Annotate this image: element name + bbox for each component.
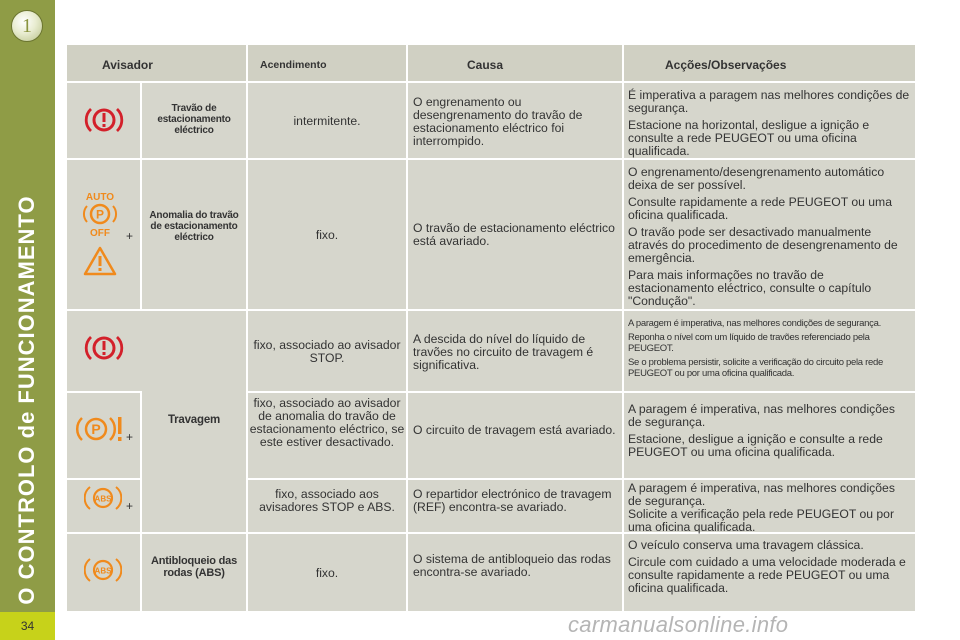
row-divider: [246, 478, 915, 480]
parking-brake-fault-icon: [74, 413, 128, 445]
column-divider: [140, 391, 142, 532]
abs-icon: [84, 555, 122, 585]
svg-text:P: P: [91, 421, 101, 437]
row-divider: [67, 391, 140, 393]
actions-text: [628, 166, 910, 312]
header-causa: Causa: [467, 58, 504, 72]
plus-sign: +: [126, 229, 134, 243]
actions-text: [628, 482, 910, 538]
actions-text: [628, 403, 910, 463]
svg-text:ABS: ABS: [94, 566, 112, 576]
action-item: Solicite a verificação pela rede PEUGEOT ou por uma oficina qualificada.: [628, 507, 895, 534]
lighting-text: fixo, associado aos avisadores STOP e ABS.: [259, 487, 395, 514]
cause-text: O travão de estacionamento eléctrico está avariado.: [413, 221, 615, 248]
column-divider: [140, 532, 142, 611]
column-divider: [140, 81, 142, 309]
warning-group-name: Travagem: [167, 414, 221, 426]
row-divider: [67, 81, 915, 83]
action-item: O engrenamento/desengrenamento automático deixa de ser possível.: [628, 165, 885, 192]
plus-sign: +: [126, 499, 134, 513]
action-item: A paragem é imperativa, nas melhores condições de segurança.: [628, 481, 895, 508]
chapter-number: 1: [22, 14, 32, 37]
cause-text: O circuito de travagem está avariado.: [413, 423, 616, 437]
action-item: Estacione, desligue a ignição e consulte a rede PEUGEOT ou uma oficina qualificada.: [628, 432, 883, 459]
column-divider: [406, 45, 408, 611]
warning-name-abs: Antibloqueio das rodas (ABS): [150, 555, 238, 579]
actions-text: [628, 539, 910, 599]
auto-p-off-icon: [81, 191, 119, 237]
watermark: carmanualsonline.info: [568, 612, 789, 637]
column-divider: [246, 45, 248, 611]
action-item: Para mais informações no travão de estacionamento eléctrico, consulte o capítulo "Condução".: [628, 268, 872, 308]
row-divider: [67, 478, 140, 480]
warning-name-parking-brake-fault: Anomalia do travão de estacionamento eléctrico: [149, 210, 239, 243]
svg-text:AUTO: AUTO: [85, 192, 115, 203]
brake-warning-icon: [84, 332, 124, 364]
lighting-text: fixo, associado ao avisador STOP.: [253, 338, 401, 365]
page-number-box: [0, 612, 55, 640]
action-item: O veículo conserva uma travagem clássica.: [628, 538, 864, 552]
lighting-text: fixo.: [315, 566, 339, 580]
action-item: Reponha o nível com um líquido de travões referenciado pela PEUGEOT.: [628, 332, 870, 354]
actions-text: [628, 318, 910, 382]
header-accoes: Acções/Observações: [665, 58, 787, 72]
chapter-number-badge: [11, 10, 43, 42]
brake-warning-icon: [84, 104, 124, 136]
lighting-text: fixo.: [315, 228, 339, 242]
column-divider: [622, 45, 624, 611]
cause-text: O repartidor electrónico de travagem (REF) encontra-se avariado.: [413, 487, 612, 514]
plus-sign: +: [126, 430, 134, 444]
warning-name-electric-parking-brake: Travão de estacionamento eléctrico: [157, 103, 231, 136]
abs-icon: [84, 483, 122, 513]
svg-text:P: P: [95, 207, 105, 222]
action-item: Circule com cuidado a uma velocidade moderada e consulte rapidamente a rede PEUGEOT ou uma oficina qualificada.: [628, 555, 906, 595]
cause-text: O engrenamento ou desengrenamento do travão de estacionamento eléctrico foi interrompido.: [413, 95, 583, 148]
actions-text: [628, 89, 910, 162]
page-number: 34: [20, 619, 35, 633]
chapter-title: O CONTROLO de FUNCIONAMENTO: [14, 195, 39, 605]
cause-text: O sistema de antibloqueio das rodas encontra-se avariado.: [413, 552, 611, 579]
action-item: Estacione na horizontal, desligue a ignição e consulte a rede PEUGEOT ou uma oficina qualificada.: [628, 118, 870, 158]
svg-text:OFF: OFF: [90, 228, 110, 237]
cause-text: A descida do nível do líquido de travões no circuito de travagem é significativa.: [413, 332, 594, 372]
header-avisador: Avisador: [102, 58, 153, 72]
general-warning-triangle-icon: [82, 245, 118, 277]
action-item: A paragem é imperativa, nas melhores condições de segurança.: [628, 318, 881, 329]
action-item: A paragem é imperativa, nas melhores condições de segurança.: [628, 402, 895, 429]
action-item: O travão pode ser desactivado manualmente através do procedimento de desengrenamento de emergência.: [628, 225, 898, 265]
warning-lights-table: [67, 45, 915, 611]
row-divider: [246, 391, 915, 393]
svg-text:ABS: ABS: [94, 494, 112, 504]
action-item: É imperativa a paragem nas melhores condições de segurança.: [628, 88, 910, 115]
action-item: Se o problema persistir, solicite a verificação do circuito pela rede PEUGEOT ou por uma oficina qualificada.: [628, 357, 883, 379]
lighting-text: intermitente.: [293, 114, 361, 128]
header-acendimento: Acendimento: [260, 59, 327, 71]
lighting-text: fixo, associado ao avisador de anomalia do travão de estacionamento eléctrico, se este estiver desactivado.: [249, 396, 405, 449]
action-item: Consulte rapidamente a rede PEUGEOT ou uma oficina qualificada.: [628, 195, 892, 222]
